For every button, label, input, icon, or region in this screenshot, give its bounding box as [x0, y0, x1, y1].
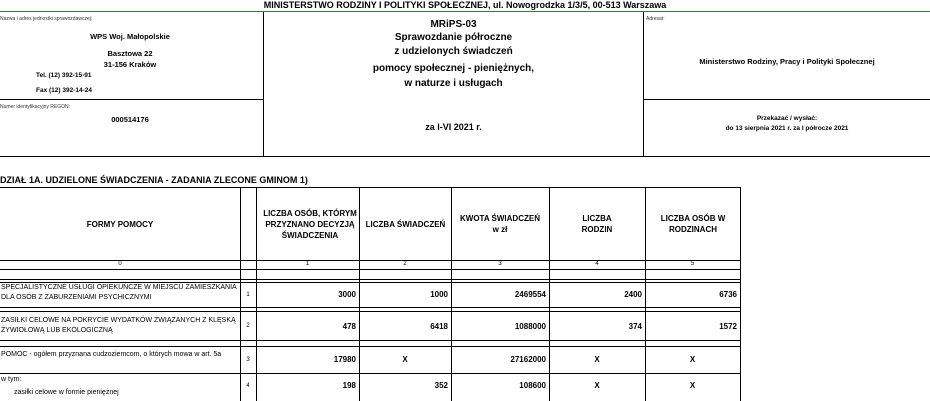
row-3-amount: 27162000 — [510, 355, 546, 364]
row-4-number: 4 — [246, 383, 250, 389]
ministry-banner: MINISTERSTWO RODZINY I POLITYKI SPOŁECZNEJ, ul. Nowogrodzka 1/3/5, 00-513 Warszawa — [263, 0, 667, 10]
deadline-label: Przekazać / wysłać: — [756, 115, 818, 122]
table-row-sep-3 — [0, 307, 740, 308]
report-period: za I-VI 2021 r. — [425, 122, 482, 132]
header-families: LICZBA RODZIN — [581, 214, 613, 234]
banner-underline — [0, 11, 930, 12]
row-1-families: 2400 — [624, 290, 642, 299]
deadline-value: do 13 sierpnia 2021 r. za I półrocze 2021 — [725, 125, 849, 132]
row-2-persons: 478 — [342, 322, 356, 331]
sender-street: Basztowa 22 — [107, 49, 153, 58]
form-code: MRiPS-03 — [430, 19, 477, 30]
header-midline-right — [643, 99, 930, 100]
recipient-caption: Adresat: — [646, 16, 665, 22]
table-row-sep-5 — [0, 340, 740, 341]
header-benefits: LICZBA ŚWIADCZEŃ — [365, 219, 446, 229]
form-title-line-2: z udzielonych świadczeń — [394, 46, 513, 57]
row-1-benefits: 1000 — [430, 290, 448, 299]
header-amount: KWOTA ŚWIADCZEŃ w zł — [460, 214, 540, 234]
row-3-families: X — [594, 355, 600, 364]
row-2-families: 374 — [628, 322, 642, 331]
row-4-prefix: w tym: — [1, 376, 22, 383]
row-3-number: 3 — [246, 357, 250, 363]
header-divider-right — [643, 12, 644, 157]
table-row-sep-7 — [0, 373, 740, 374]
row-4-amount: 108600 — [519, 381, 546, 390]
table-index-bottom — [0, 269, 740, 270]
table-row-sep-6 — [0, 346, 740, 347]
row-1-amount: 2469554 — [514, 290, 546, 299]
row-2-benefits: 6418 — [430, 322, 448, 331]
row-3-persons: 17980 — [333, 355, 356, 364]
regon-caption: Numer identyfikacyjny REGON: — [0, 104, 71, 110]
row-1-persons: 3000 — [338, 290, 356, 299]
form-title-line-4: w naturze i usługach — [404, 78, 503, 89]
sender-fax: Fax (12) 392-14-24 — [36, 87, 93, 94]
row-1-number: 1 — [246, 292, 250, 298]
row-4-label: zasiłki celowe w formie pieniężnej — [14, 389, 119, 396]
col-index-2: 2 — [403, 261, 407, 267]
row-4-benefits: 352 — [434, 381, 448, 390]
row-1-family-persons: 6736 — [719, 290, 737, 299]
sender-caption: Nazwa i adres jednostki sprawozdawczej: — [0, 16, 93, 22]
col-index-5: 5 — [690, 261, 695, 267]
row-3-family-persons: X — [689, 355, 696, 364]
sender-tel: Tel. (12) 392-15-91 — [36, 72, 92, 79]
section-title: DZIAŁ 1A. UDZIELONE ŚWIADCZENIA - ZADANIA ZLECONE GMINOM 1) — [0, 175, 308, 185]
col-index-0: 0 — [118, 261, 122, 267]
row-2-label: ZASIŁKI CELOWE NA POKRYCIE WYDATKÓW ZWIĄZANYCH Z KLĘSKĄ ŻYWIOŁOWĄ LUB EKOLOGICZNĄ — [1, 317, 236, 334]
row-3-benefits: X — [402, 355, 408, 364]
table-row-sep-1 — [0, 279, 740, 280]
regon-value: 000514176 — [111, 115, 149, 124]
header-persons-in-families: LICZBA OSÓB W RODZINACH — [660, 214, 726, 234]
header-midline-left — [0, 99, 263, 100]
header-forms: FORMY POMOCY — [86, 219, 154, 229]
row-4-family-persons: X — [689, 381, 696, 390]
row-2-number: 2 — [246, 323, 250, 329]
header-persons: LICZBA OSÓB, KTÓRYM PRZYZNANO DECYZJĄ ŚWIADCZENIA — [263, 208, 357, 240]
row-4-families: X — [594, 381, 600, 390]
row-1-label: SPECJALISTYCZNE USŁUGI OPIEKUŃCZE W MIEJSCU ZAMIESZKANIA DLA OSÓB Z ZABURZENIAMI PSYCHICZNYMI — [1, 284, 237, 301]
row-2-amount: 1088000 — [514, 322, 546, 331]
form-title-line-1: Sprawozdanie półroczne — [394, 32, 513, 43]
col-index-3: 3 — [498, 261, 502, 267]
recipient-name: Ministerstwo Rodziny, Pracy i Polityki Społecznej — [699, 57, 875, 66]
table-col-7 — [740, 187, 741, 401]
row-4-persons: 198 — [342, 381, 356, 390]
row-2-family-persons: 1572 — [719, 322, 737, 331]
header-bottom — [0, 156, 930, 157]
sender-name: WPS Woj. Małopolskie — [90, 32, 170, 41]
row-3-label: POMOC - ogółem przyznana cudzoziemcom, o których mowa w art. 5a — [1, 351, 222, 358]
col-index-1: 1 — [305, 261, 310, 267]
form-title-line-3: pomocy społecznej - pieniężnych, — [372, 63, 535, 74]
sender-city: 31-156 Kraków — [103, 60, 157, 69]
table-row-sep-4 — [0, 311, 740, 312]
col-index-4: 4 — [595, 261, 599, 267]
